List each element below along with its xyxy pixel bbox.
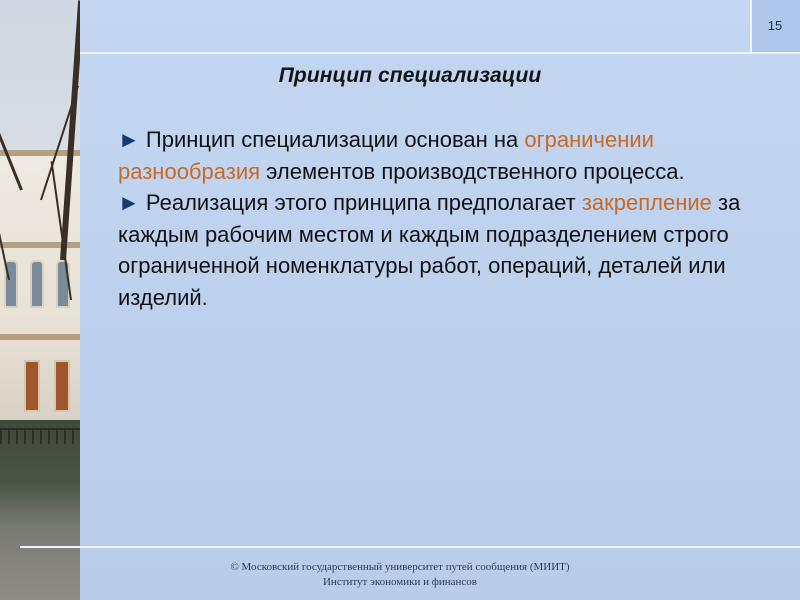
paragraph-1-text-before: Принцип специализации основан на bbox=[145, 127, 525, 152]
decorative-photo-strip bbox=[0, 0, 80, 600]
building-cornice bbox=[0, 242, 80, 248]
building-door bbox=[54, 360, 70, 412]
bottom-divider bbox=[20, 546, 800, 548]
top-divider bbox=[80, 52, 750, 54]
paragraph-2-highlight: закрепление bbox=[581, 190, 712, 215]
slide-title: Принцип специализации bbox=[278, 64, 542, 87]
footer bbox=[180, 560, 620, 590]
paragraph-1 bbox=[118, 124, 778, 187]
ground-image bbox=[0, 420, 80, 600]
footer-institute: Институт экономики и финансов bbox=[322, 576, 478, 588]
building-cornice bbox=[0, 334, 80, 340]
footer-copyright: © Московский государственный университет путей сообщения (МИИТ) bbox=[230, 561, 570, 573]
building-door bbox=[24, 360, 40, 412]
paragraph-1-text-after: элементов производственного процесса. bbox=[260, 158, 685, 184]
bullet-icon: ► bbox=[118, 190, 140, 215]
slide-body bbox=[118, 124, 778, 313]
building-window bbox=[30, 260, 44, 308]
bullet-icon: ► bbox=[118, 127, 140, 152]
paragraph-1-highlight: ограничении разнообразия bbox=[118, 127, 654, 184]
fence-image bbox=[0, 428, 80, 444]
page-number: 15 bbox=[767, 18, 783, 33]
paragraph-2-text-before: Реализация этого принципа предполагает bbox=[145, 190, 582, 215]
paragraph-2 bbox=[118, 187, 778, 313]
paragraph-2-text-after: за каждым рабочим местом и каждым подразделением строго ограниченной номенклатуры работ, операций, деталей или изделий. bbox=[118, 190, 741, 310]
